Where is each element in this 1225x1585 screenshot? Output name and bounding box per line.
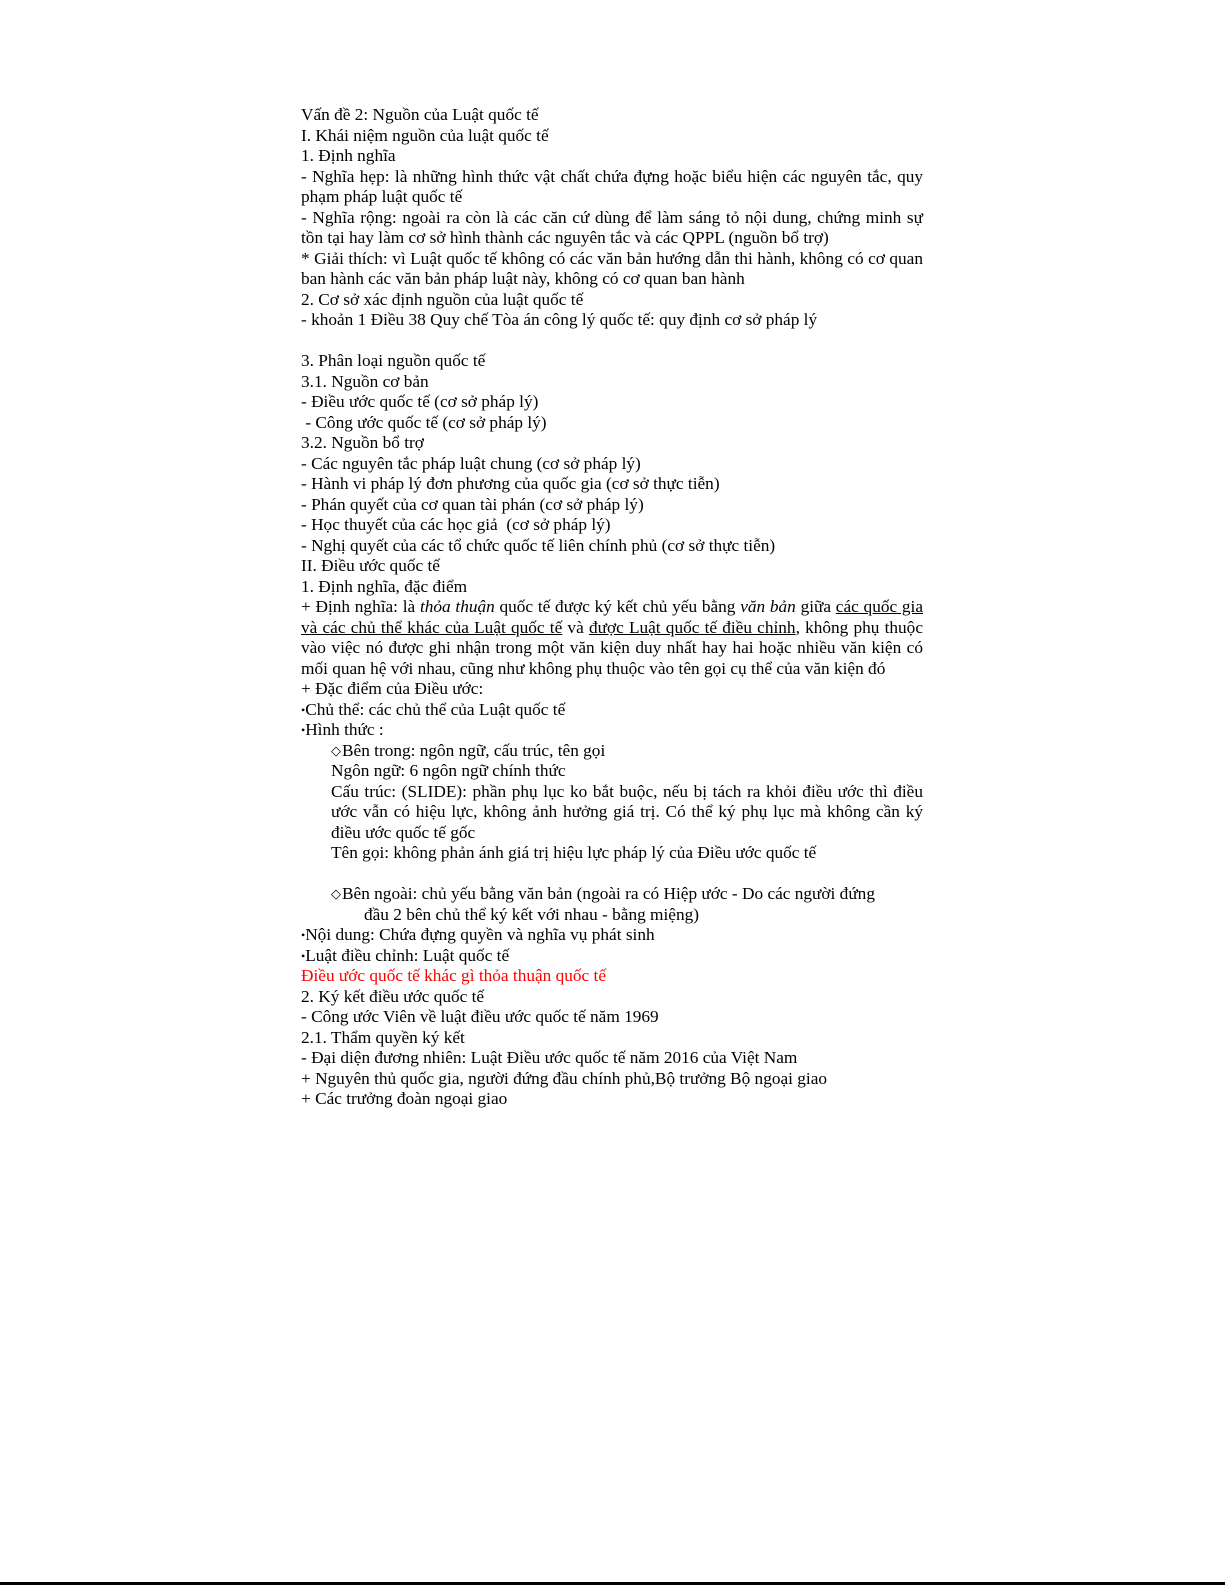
subsection-heading: 3. Phân loại nguồn quốc tế xyxy=(301,351,486,370)
paragraph-narrow-definition: - Nghĩa hẹp: là những hình thức vật chất chứa đựng hoặc biểu hiện các nguyên tắc, quy phạm pháp luật quốc tế xyxy=(301,166,923,206)
bullet-text: Chủ thể: các chủ thể của Luật quốc tế xyxy=(305,699,566,719)
diamond-text: Bên ngoài: chủ yếu bằng văn bản (ngoài ra có Hiệp ước - Do các người đứng xyxy=(342,884,875,903)
list-item: - Đại diện đương nhiên: Luật Điều ước quốc tế năm 2016 của Việt Nam xyxy=(301,1048,798,1067)
section-heading: I. Khái niệm nguồn của luật quốc tế xyxy=(301,125,549,145)
document-title: Vấn đề 2: Nguồn của Luật quốc tế xyxy=(301,105,539,124)
paragraph-explanation: * Giải thích: vì Luật quốc tế không có các văn bản hướng dẫn thi hành, không có cơ quan ban hành các văn bản pháp luật này, không có cơ quan ban hành xyxy=(301,248,923,288)
list-item: + Đặc điểm của Điều ước: xyxy=(301,679,484,698)
text-run: quốc tế được ký kết chủ yếu bằng xyxy=(494,597,741,616)
detail-line: Ngôn ngữ: 6 ngôn ngữ chính thức xyxy=(331,761,566,780)
bullet-text: Hình thức : xyxy=(305,720,384,739)
subsection-heading: 1. Định nghĩa, đặc điểm xyxy=(301,576,468,596)
subsection-heading: 2. Cơ sở xác định nguồn của luật quốc tế xyxy=(301,289,584,309)
subsection-heading: 2.1. Thẩm quyền ký kết xyxy=(301,1027,465,1047)
diamond-bullet-icon: ◇ xyxy=(331,742,341,758)
list-item: - Phán quyết của cơ quan tài phán (cơ sở pháp lý) xyxy=(301,494,644,514)
subsection-heading: 2. Ký kết điều ước quốc tế xyxy=(301,986,485,1006)
highlighted-question: Điều ước quốc tế khác gì thỏa thuận quốc tế xyxy=(301,966,606,985)
text-run: , không phụ thuộc vào việc nó được ghi nhận trong một văn kiện duy nhất hay hai hoặc nhiều văn kiện có mối quan hệ với nhau, cũng như không phụ thuộc vào tên gọi cụ thể của văn kiện đó xyxy=(301,617,923,678)
underlined-text: được Luật quốc tế điều chỉnh xyxy=(588,617,796,637)
bullet-text: Luật điều chỉnh: Luật quốc tế xyxy=(305,945,510,965)
section-heading: II. Điều ước quốc tế xyxy=(301,556,440,575)
text-run: + Định nghĩa: là xyxy=(301,597,420,616)
bullet-icon: • xyxy=(301,702,306,717)
list-item: - Học thuyết của các học giả (cơ sở pháp lý) xyxy=(301,515,611,534)
bullet-item xyxy=(301,700,923,721)
italic-text: thỏa thuận xyxy=(419,597,495,616)
detail-line: đầu 2 bên chủ thể ký kết với nhau - bằng miệng) xyxy=(364,904,699,924)
paragraph-broad-definition: - Nghĩa rộng: ngoài ra còn là các căn cứ dùng để làm sáng tỏ nội dung, chứng minh sự tồn tại hay làm cơ sở hình thành các nguyên tắc và các QPPL (nguồn bổ trợ) xyxy=(301,207,923,247)
list-item: - Hành vi pháp lý đơn phương của quốc gia (cơ sở thực tiễn) xyxy=(301,474,720,493)
paragraph-treaty-definition xyxy=(301,597,923,679)
subsection-heading: 3.1. Nguồn cơ bản xyxy=(301,371,429,391)
underlined-text: các quốc gia và các chủ thể khác của Luật quốc tế xyxy=(301,597,923,637)
list-item: - Điều ước quốc tế (cơ sở pháp lý) xyxy=(301,392,539,411)
blank-line xyxy=(301,331,923,352)
detail-structure: Cấu trúc: (SLIDE): phần phụ lục ko bắt buộc, nếu bị tách ra khỏi điều ước thì điều ước vẫn có hiệu lực, không ảnh hưởng giá trị. Có thể ký phụ lục mà không cần ký điều ước quốc tế gốc xyxy=(331,781,923,842)
diamond-item xyxy=(301,884,923,905)
bullet-item xyxy=(301,946,923,967)
list-item: - Các nguyên tắc pháp luật chung (cơ sở pháp lý) xyxy=(301,453,641,473)
detail-line: Tên gọi: không phản ánh giá trị hiệu lực pháp lý của Điều ước quốc tế xyxy=(331,843,817,862)
subsection-heading: 1. Định nghĩa xyxy=(301,146,396,165)
bullet-item xyxy=(301,720,923,741)
diamond-text: Bên trong: ngôn ngữ, cấu trúc, tên gọi xyxy=(342,740,606,760)
bullet-icon: • xyxy=(301,723,306,737)
diamond-item xyxy=(301,741,923,762)
text-run: và xyxy=(562,617,589,637)
list-item: + Nguyên thủ quốc gia, người đứng đầu chính phủ,Bộ trưởng Bộ ngoại giao xyxy=(301,1068,828,1088)
bullet-item xyxy=(301,925,923,946)
bullet-text: Nội dung: Chứa đựng quyền và nghĩa vụ phát sinh xyxy=(305,925,655,944)
italic-text: văn bản xyxy=(740,597,796,616)
list-item: - khoản 1 Điều 38 Quy chế Tòa án công lý quốc tế: quy định cơ sở pháp lý xyxy=(301,310,818,329)
bullet-icon: • xyxy=(301,948,306,963)
list-item: - Nghị quyết của các tổ chức quốc tế liên chính phủ (cơ sở thực tiễn) xyxy=(301,535,776,555)
list-item: + Các trưởng đoàn ngoại giao xyxy=(301,1089,508,1108)
subsection-heading: 3.2. Nguồn bổ trợ xyxy=(301,433,424,452)
document-body xyxy=(301,105,923,1110)
diamond-bullet-icon: ◇ xyxy=(331,886,341,901)
list-item: - Công ước Viên về luật điều ước quốc tế năm 1969 xyxy=(301,1007,659,1026)
blank-line xyxy=(301,864,923,885)
text-run: giữa xyxy=(795,597,836,616)
list-item: - Công ước quốc tế (cơ sở pháp lý) xyxy=(301,412,547,432)
bullet-icon: • xyxy=(301,928,306,942)
